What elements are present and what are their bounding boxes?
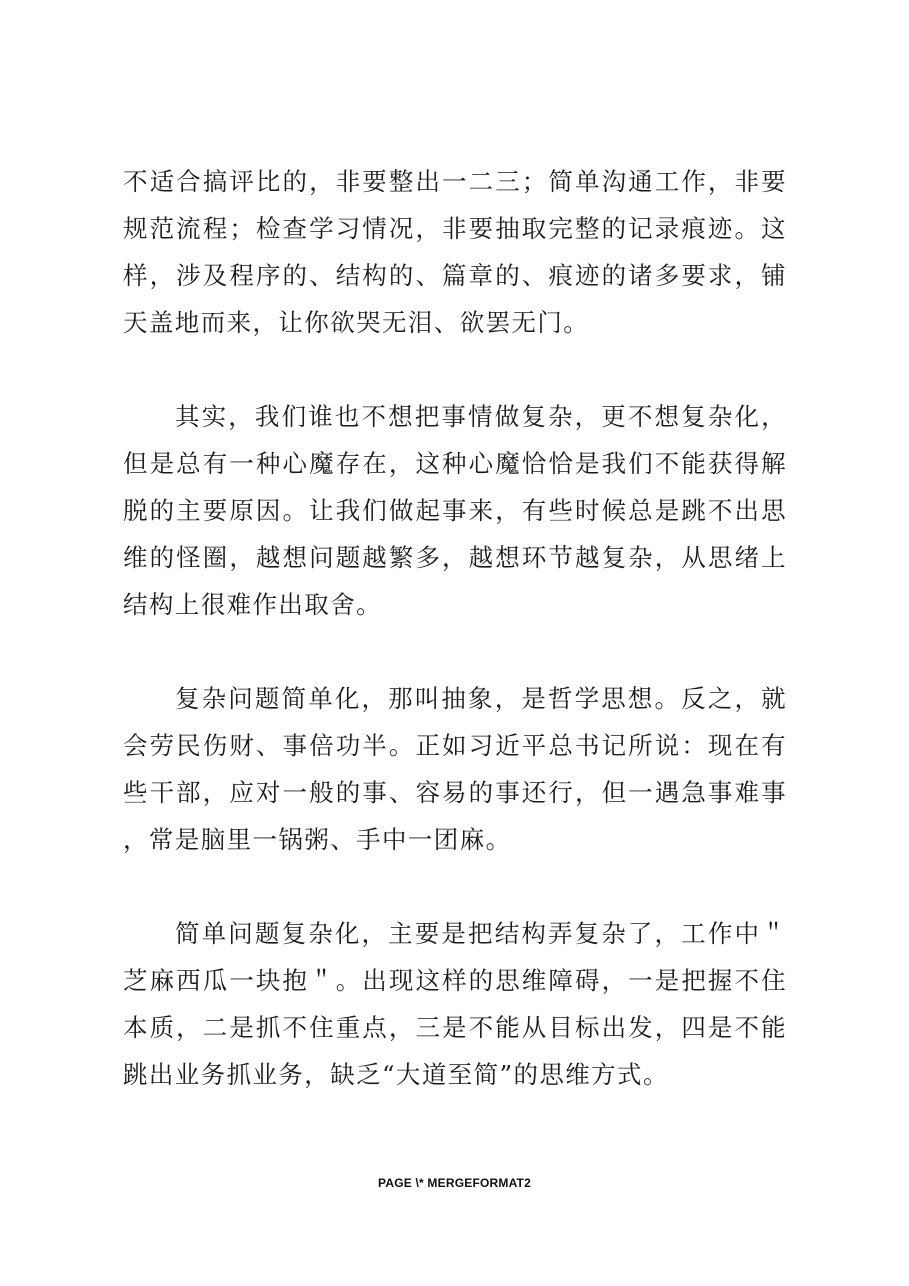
paragraph-3: 复杂问题简单化，那叫抽象，是哲学思想。反之，就会劳民伤财、事倍功半。正如习近平总书记所说：现在有些干部，应对一般的事、容易的事还行，但一遇急事难事，常是脑里一锅粥、手中一团麻。: [123, 684, 787, 854]
paragraph-1: 不适合搞评比的，非要整出一二三；简单沟通工作，非要规范流程；检查学习情况，非要抽取完整的记录痕迹。这样，涉及程序的、结构的、篇章的、痕迹的诸多要求，铺天盖地而来，让你欲哭无泪、欲罢无门。: [123, 167, 787, 337]
paragraph-4: 简单问题复杂化，主要是把结构弄复杂了，工作中＂芝麻西瓜一块抱＂。出现这样的思维障碍，一是把握不住本质，二是抓不住重点，三是不能从目标出发，四是不能跳出业务抓业务，缺乏“大道至简”的思维方式。: [123, 919, 787, 1089]
document-body: [123, 158, 787, 1098]
page-number-footer: PAGE \* MERGEFORMAT2: [378, 1176, 531, 1190]
paragraph-2: 其实，我们谁也不想把事情做复杂，更不想复杂化，但是总有一种心魔存在，这种心魔恰恰是我们不能获得解脱的主要原因。让我们做起事来，有些时候总是跳不出思维的怪圈，越想问题越繁多，越想环节越复杂，从思绪上结构上很难作出取舍。: [123, 402, 787, 619]
